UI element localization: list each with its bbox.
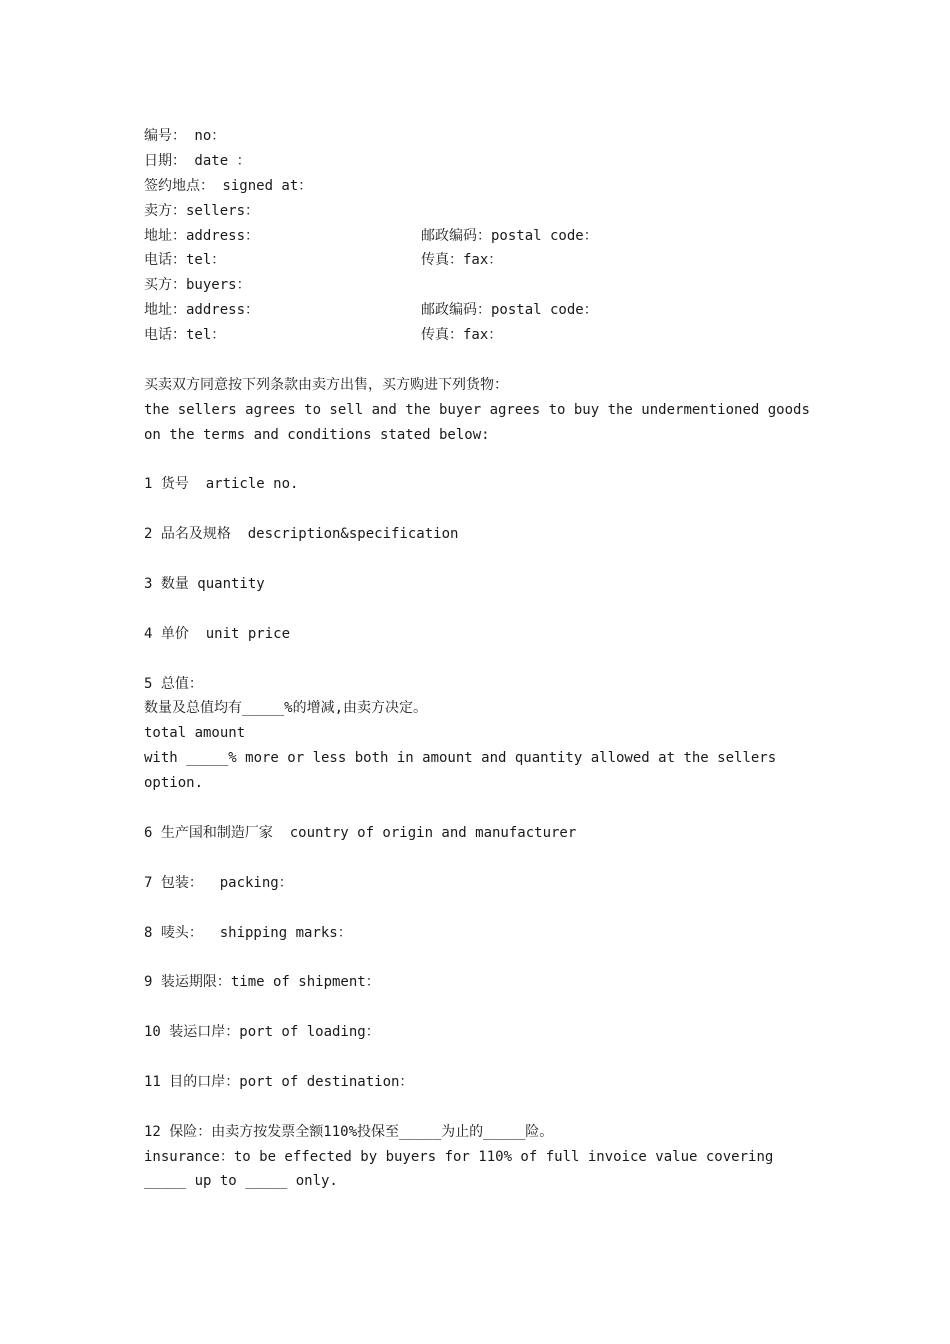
sellers-address-label: 地址：address：	[144, 227, 260, 244]
spacer	[144, 846, 824, 871]
clause-port-of-loading: 10 装运口岸：port of loading：	[144, 1024, 380, 1041]
contract-date-label: 日期： date ：	[144, 152, 251, 169]
spacer	[144, 348, 824, 373]
spacer	[144, 945, 824, 970]
spacer	[144, 995, 824, 1020]
spacer	[144, 547, 824, 572]
clause-total-english-2: with _____% more or less both in amount and quantity allowed at the sellers	[144, 750, 777, 767]
buyers-postal-code-label: 邮政编码：postal code：	[421, 302, 598, 319]
signed-at-label: 签约地点： signed at：	[144, 177, 313, 194]
sellers-label: 卖方：sellers：	[144, 202, 260, 219]
clause-article-no: 1 货号 article no.	[144, 476, 299, 493]
clause-origin: 6 生产国和制造厂家 country of origin and manufacturer	[144, 824, 577, 841]
sellers-tel-label: 电话：tel：	[144, 252, 226, 269]
clause-time-of-shipment: 9 装运期限：time of shipment：	[144, 974, 380, 991]
buyers-address-row	[144, 298, 824, 323]
clause-port-of-destination: 11 目的口岸：port of destination：	[144, 1073, 414, 1090]
spacer	[144, 1045, 824, 1070]
buyers-label: 买方：buyers：	[144, 277, 251, 294]
buyers-tel-label: 电话：tel：	[144, 327, 226, 344]
spacer	[144, 1095, 824, 1120]
buyers-address-label: 地址：address：	[144, 302, 260, 319]
spacer	[144, 796, 824, 821]
spacer	[144, 448, 824, 473]
intro-chinese: 买卖双方同意按下列条款由卖方出售，买方购进下列货物：	[144, 376, 508, 393]
clause-packing: 7 包装： packing：	[144, 874, 293, 891]
contract-document	[144, 124, 824, 1194]
spacer	[144, 497, 824, 522]
clause-total-english-3: option.	[144, 775, 204, 792]
clause-total-title: 5 总值：	[144, 675, 203, 692]
spacer	[144, 647, 824, 672]
intro-english-line-2: on the terms and conditions stated below:	[144, 426, 490, 443]
clause-total-english-1: total amount	[144, 725, 246, 742]
intro-english-line-1: the sellers agrees to sell and the buyer agrees to buy the undermentioned goods	[144, 401, 810, 418]
clause-insurance-english-1: insurance：to be effected by buyers for 110% of full invoice value covering	[144, 1148, 774, 1165]
sellers-address-row	[144, 224, 824, 249]
sellers-postal-code-label: 邮政编码：postal code：	[421, 227, 598, 244]
clause-total-chinese: 数量及总值均有_____%的增减,由卖方决定。	[144, 700, 427, 717]
sellers-fax-label: 传真：fax：	[421, 252, 503, 269]
spacer	[144, 896, 824, 921]
clause-shipping-marks: 8 唛头： shipping marks：	[144, 924, 352, 941]
clause-unit-price: 4 单价 unit price	[144, 625, 291, 642]
clause-quantity: 3 数量 quantity	[144, 576, 265, 593]
sellers-contact-row	[144, 248, 824, 273]
buyers-fax-label: 传真：fax：	[421, 327, 503, 344]
clause-insurance-chinese: 12 保险：由卖方按发票全额110%投保至_____为止的_____险。	[144, 1123, 554, 1140]
clause-insurance-english-2: _____ up to _____ only.	[144, 1173, 338, 1190]
spacer	[144, 597, 824, 622]
clause-description: 2 品名及规格 description&specification	[144, 526, 459, 543]
buyers-contact-row	[144, 323, 824, 348]
contract-number-label: 编号： no：	[144, 128, 226, 144]
